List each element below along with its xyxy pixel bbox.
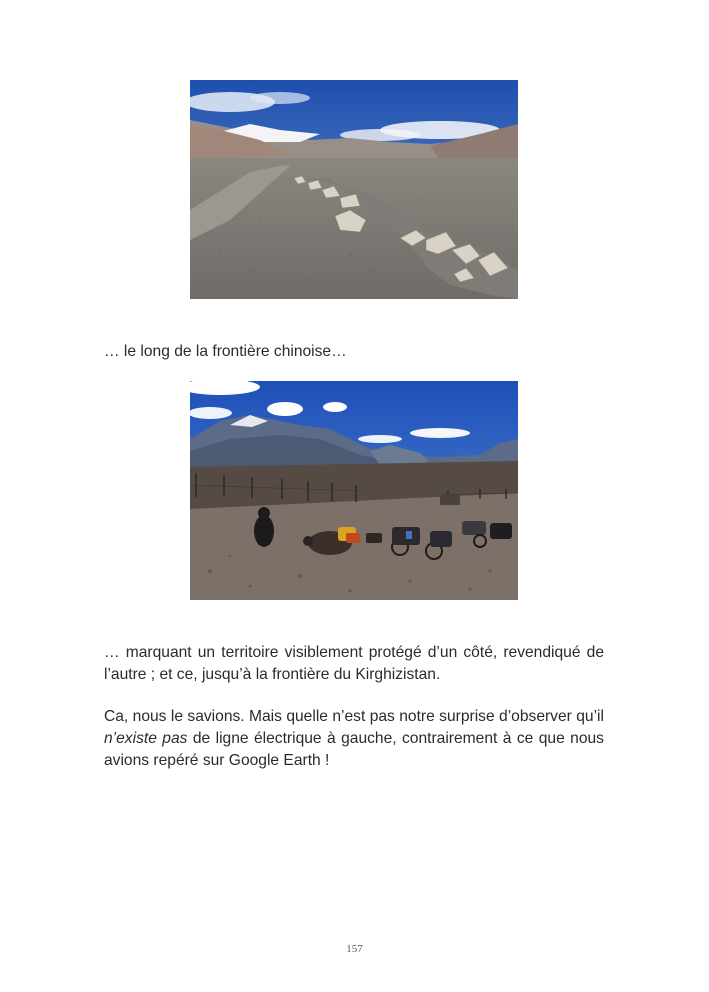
page-number: 157 bbox=[346, 943, 363, 955]
paragraph-text-end: de ligne électrique à gauche, contrairement à ce que nous avions repéré sur Google Earth ! bbox=[104, 730, 604, 769]
paragraph-text-start: Ca, nous le savions. Mais quelle n’est pas notre surprise d’observer qu’il bbox=[104, 708, 604, 725]
paragraph-emphasis: n’existe pas bbox=[104, 730, 188, 747]
caption-border: … le long de la frontière chinoise… bbox=[104, 343, 347, 360]
caption-territory: … marquant un territoire visiblement protégé d’un côté, revendiqué de l’autre ; et ce, jusqu’à la frontière du Kirghizistan. bbox=[104, 644, 604, 683]
photo-border-fence-cyclists bbox=[190, 381, 518, 600]
photo-mountain-road bbox=[190, 80, 518, 299]
body-paragraph bbox=[104, 706, 604, 772]
